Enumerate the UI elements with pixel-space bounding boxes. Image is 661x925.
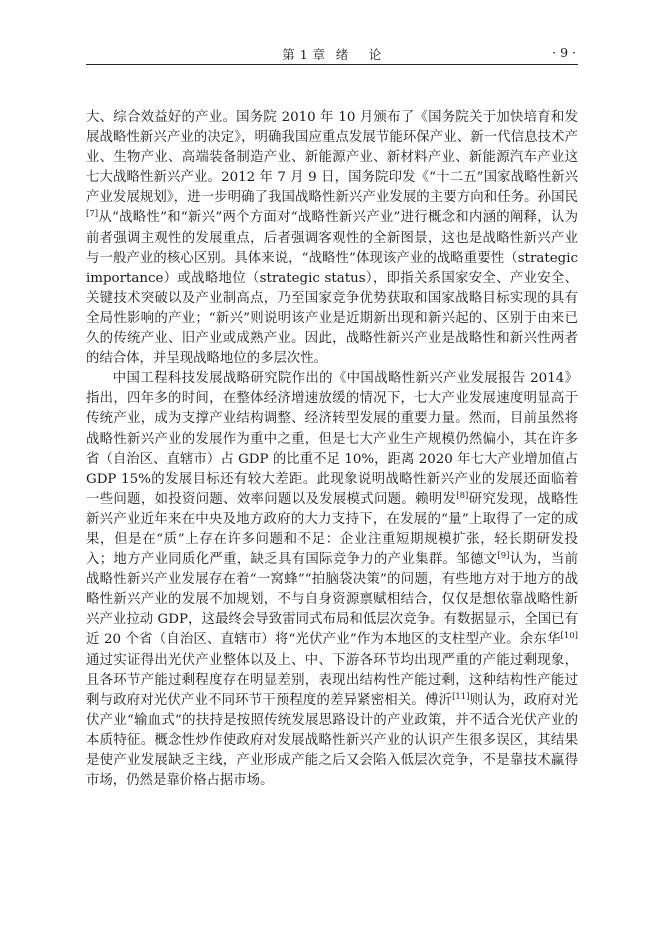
citation-9: [9] [497, 551, 510, 562]
running-header [86, 38, 578, 65]
page-number: · 9 · [552, 45, 576, 60]
paragraph-1-text-b: 从“战略性”和“新兴”两个方面对“战略性新兴产业”进行概念和内涵的阐释，认为前者强调主观性的发展重点，后者强调客观性的全新图景，这也是战略性新兴产业与一般产业的核心区别。具体来说，“战略性”体现该产业的战略重要性（strategic importance）或战略地位（strategic status），即指关系国家安全、产业安全、关键技术突破以及产业制高点，乃至国家竞争优势获取和国家战略目标实现的具有全局性影响的产业；“新兴”则说明该产业是近期新出现和新兴起的、区别于由来已久的传统产业、旧产业或成熟产业。因此，战略性新兴产业是战略性和新兴性两者的结合体，并呈现战略地位的多层次性。 [86, 210, 578, 367]
paragraph-1 [86, 108, 578, 369]
chapter-heading [86, 45, 578, 63]
chapter-number: 第 1 章 [282, 47, 326, 62]
chapter-title-second-char: 论 [368, 47, 382, 62]
paragraph-2-text-d: 通过实证得出光伏产业整体以及上、中、下游各环节均出现严重的产能过剩现象，且各环节产能过剩程度存在明显差别，表现出结构性产能过剩，这种结构性产能过剩与政府对光伏产业不同环节干预程度的差异紧密相关。傅沂 [86, 652, 578, 708]
paragraph-2-text-c: 认为，当前战略性新兴产业发展存在着“一窝蜂”“拍脑袋决策”的问题，有些地方对于地方的战略性新兴产业的发展不加规划，不与自身资源禀赋相结合，仅仅是想依靠战略性新兴产业拉动 GDP，这最终会导致雷同式布局和低层次竞争。有数据显示，全国已有近 20 个省（自治区、直辖市）将“光伏产业”作为本地区的支柱型产业。余东华 [86, 552, 579, 648]
citation-7: [7] [86, 209, 99, 220]
paragraph-2-text-a: 中国工程科技发展战略研究院作出的《中国战略性新兴产业发展报告 2014》指出，四年多的时间，在整体经济增速放缓的情况下，七大产业发展速度明显高于传统产业，成为支撑产业结构调整、经济转型发展的重要力量。然而，目前虽然将战略性新兴产业的发展作为重中之重，但是七大产业生产规模仍然偏小，其在许多省（自治区、直辖市）占 GDP 的比重不足 10%，距离 2020 年七大产业增加值占 GDP 15%的发展目标还有较大差距。此现象说明战略性新兴产业的发展还面临着一些问题，如投资问题、效率问题以及发展模式问题。赖明发 [86, 371, 578, 507]
citation-10: [10] [560, 631, 578, 642]
citation-8: [8] [456, 490, 469, 501]
chapter-title-first-char: 绪 [335, 47, 349, 62]
paragraph-2-text-b: 研究发现，战略性新兴产业近年来在中央及地方政府的大力支持下，在发展的“量”上取得了一定的成果，但是在“质”上存在许多问题和不足：企业注重短期规模扩张，轻长期研发投入；地方产业同质化严重，缺乏具有国际竞争力的产业集群。邹德文 [86, 491, 579, 568]
page-body [86, 108, 578, 791]
paragraph-2-text-e: 则认为，政府对光伏产业“输血式”的扶持是按照传统发展思路设计的产业政策，并不适合光伏产业的本质特征。概念性炒作使政府对发展战略性新兴产业的认识产生很多误区，其结果是使产业发展缺乏主线，产业形成产能之后又会陷入低层次竞争，不是靠技术赢得市场，仍然是靠价格占据市场。 [86, 692, 578, 789]
paragraph-1-text-a: 大、综合效益好的产业。国务院 2010 年 10 月颁布了《国务院关于加快培育和发展战略性新兴产业的决定》，明确我国应重点发展节能环保产业、新一代信息技术产业、生物产业、高端装备制造产业、新能源产业、新材料产业、新能源汽车产业这七大战略性新兴产业。2012 年 7 月 9 日，国务院印发《“十二五”国家战略性新兴产业发展规划》，进一步明确了我国战略性新兴产业发展的主要方向和任务。孙国民 [86, 110, 578, 206]
paragraph-2 [86, 369, 578, 791]
citation-11: [11] [452, 691, 470, 702]
